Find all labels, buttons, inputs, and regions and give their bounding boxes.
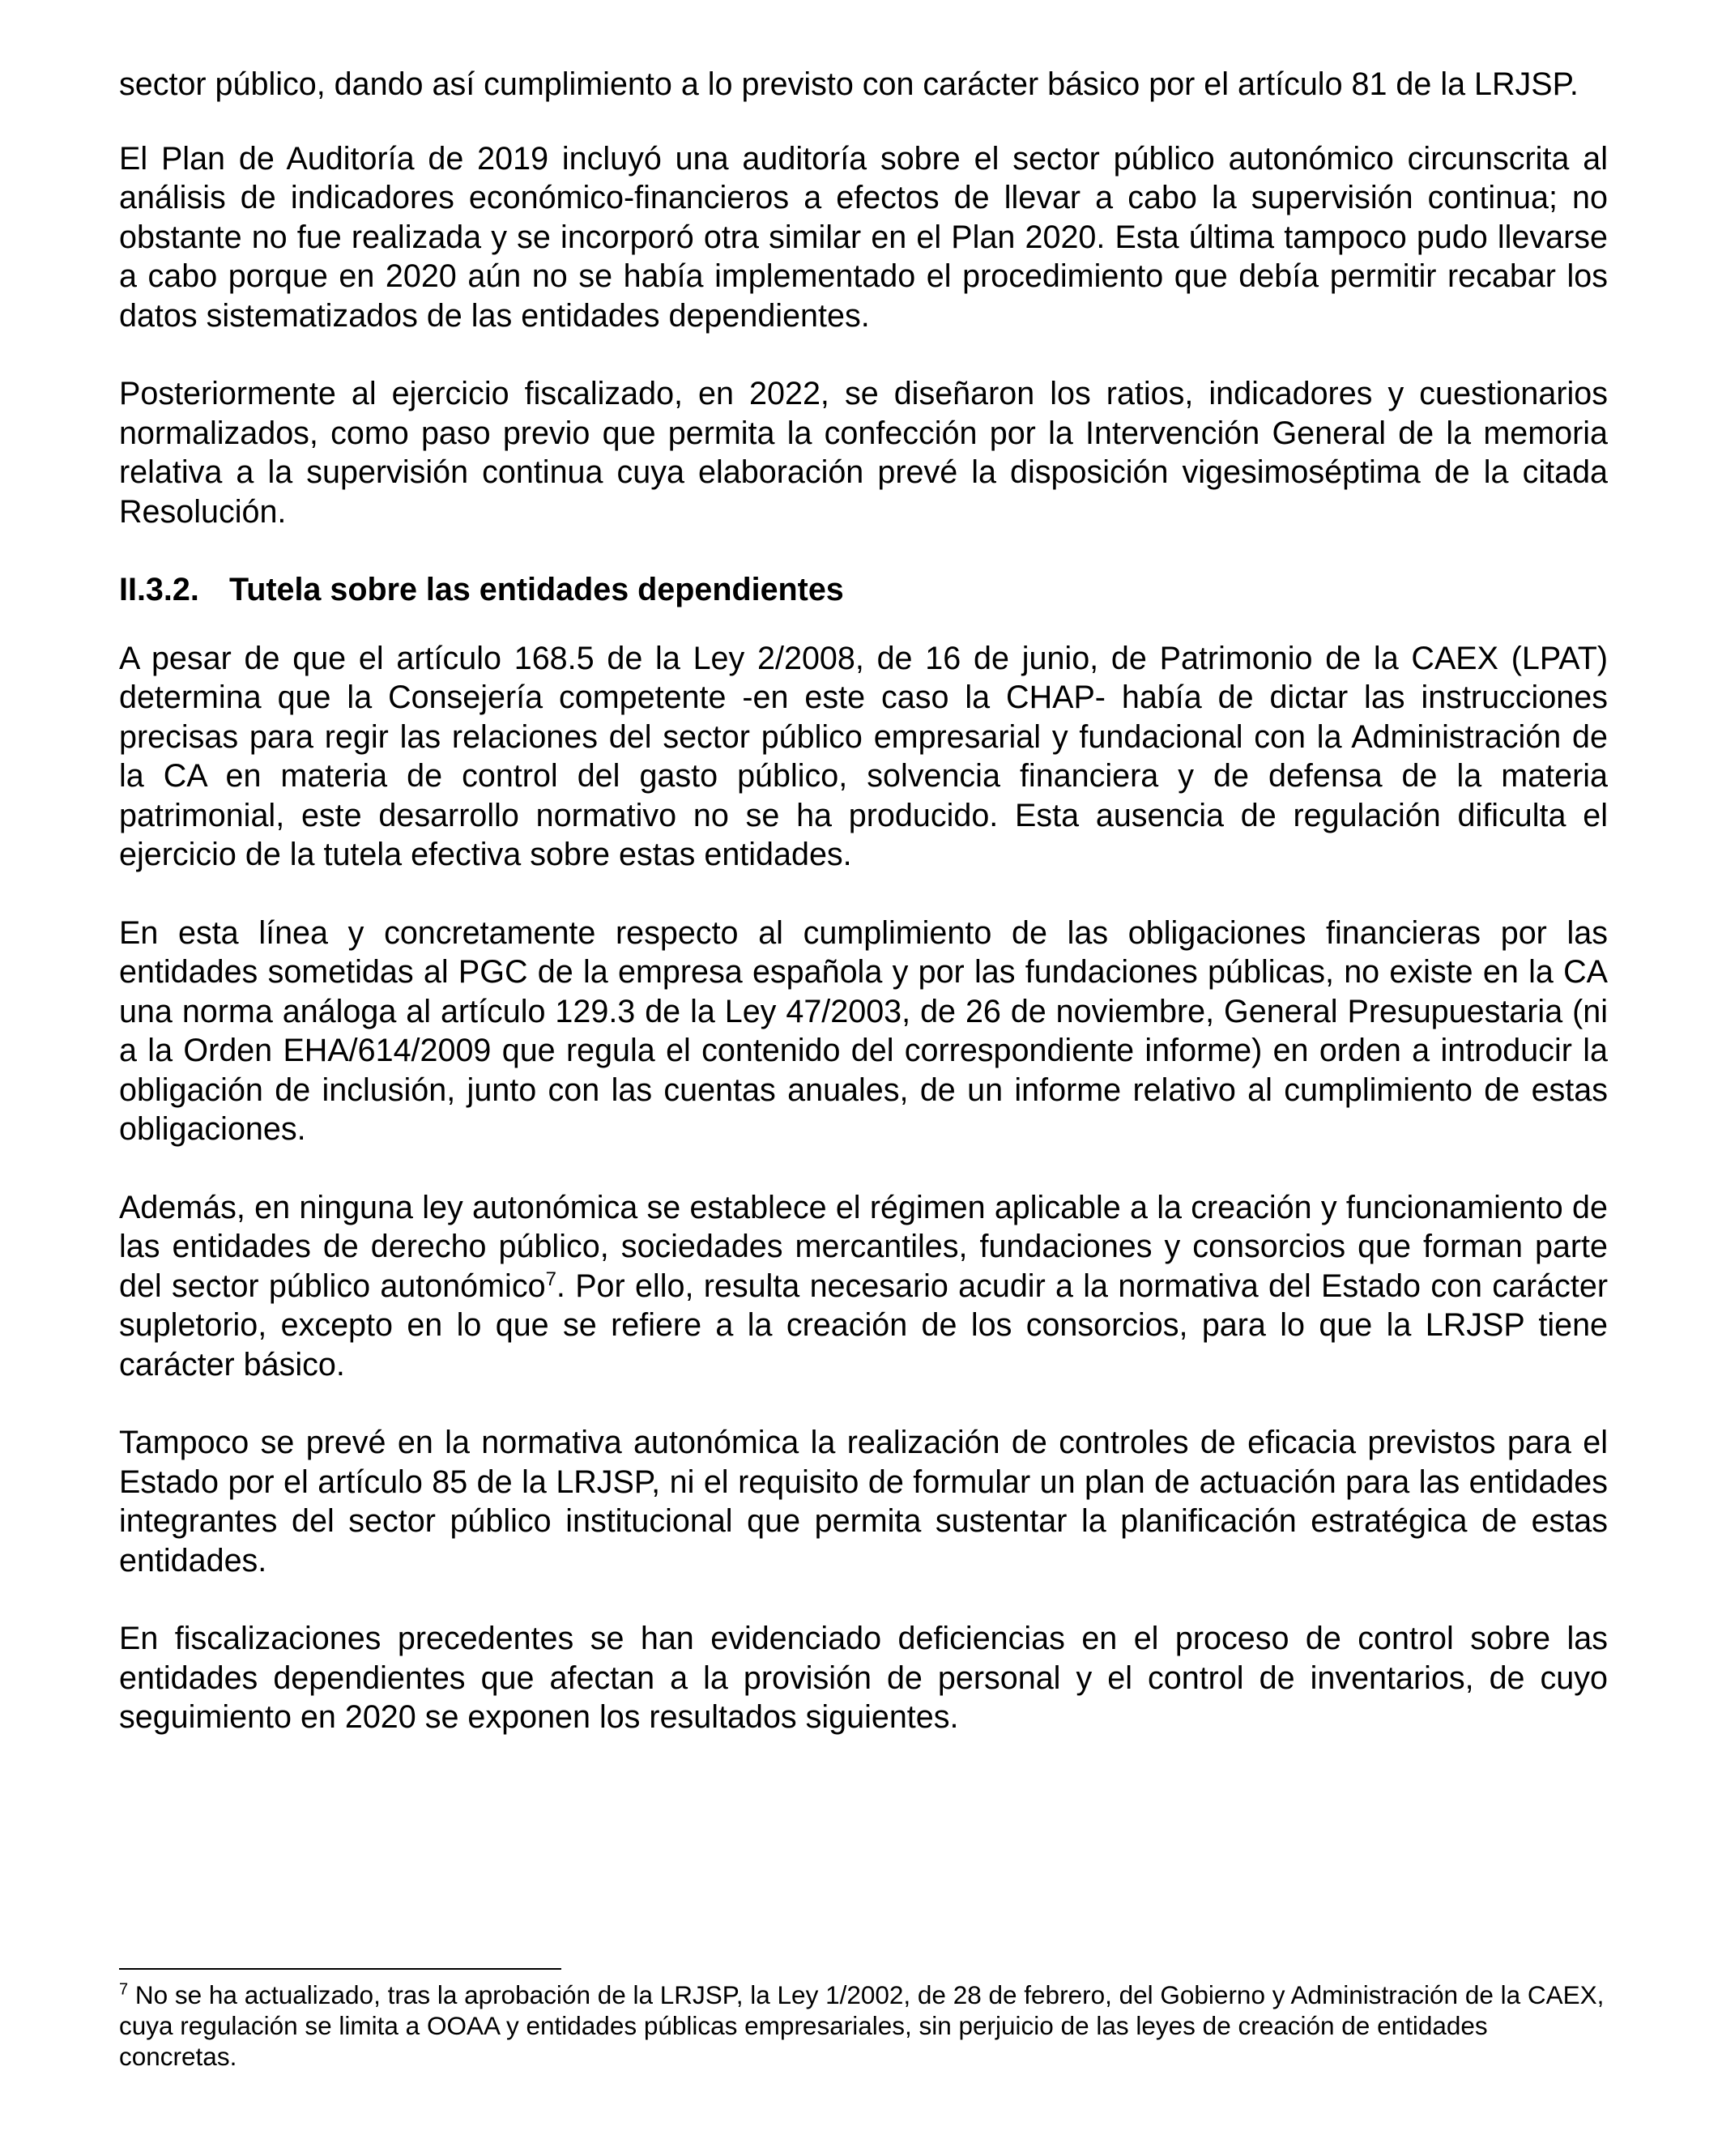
paragraph-5: En esta línea y concretamente respecto al cumplimiento de las obligaciones financieras por las entidades sometidas al PGC de la empresa española y por las fundaciones públicas, no existe en la CA una norma análoga al artículo 129.3 de la Ley 47/2003, de 26 de noviembre, General Presupuestaria (ni a la Orden EHA/614/2009 que regula el contenido del correspondiente informe) en orden a introducir la obligación de inclusión, junto con las cuentas anuales, de un informe relativo al cumplimiento de estas obligaciones. (119, 914, 1608, 1147)
section-title: Tutela sobre las entidades dependientes (229, 572, 844, 607)
section-heading (119, 570, 1608, 610)
paragraph-3: Posteriormente al ejercicio fiscalizado, en 2022, se diseñaron los ratios, indicadores y cuestionarios normalizados, como paso previo que permita la confección por la Intervención General de la memoria relativa a la supervisión continua cuya elaboración prevé la disposición vigesimoséptima de la citada Resolución. (119, 376, 1608, 530)
paragraph-4: A pesar de que el artículo 168.5 de la Ley 2/2008, de 16 de junio, de Patrimonio de la CAEX (LPAT) determina que la Consejería competente -en este caso la CHAP- había de dictar las instrucciones precisas para regir las relaciones del sector público empresarial y fundacional con la Administración de la CA en materia de control del gasto público, solvencia financiera y de defensa de la materia patrimonial, este desarrollo normativo no se ha producido. Esta ausencia de regulación dificulta el ejercicio de la tutela efectiva sobre estas entidades. (119, 640, 1608, 872)
paragraph-6-text-start: Además, en ninguna ley autonómica se establece el régimen aplicable a la creación y funcionamiento de las entidades de derecho público, sociedades mercantiles, fundaciones y consorcios que forman parte del sector público autonómico (119, 1189, 1608, 1304)
paragraph-8: En fiscalizaciones precedentes se han evidenciado deficiencias en el proceso de control sobre las entidades dependientes que afectan a la provisión de personal y el control de inventarios, de cuyo seguimiento en 2020 se exponen los resultados siguientes. (119, 1621, 1608, 1735)
document-body (119, 65, 1608, 1737)
footnote-separator (119, 1968, 561, 1970)
paragraph-2: El Plan de Auditoría de 2019 incluyó una auditoría sobre el sector público autonómico circunscrita al análisis de indicadores económico-financieros a efectos de llevar a cabo la supervisión continua; no obstante no fue realizada y se incorporó otra similar en el Plan 2020. Esta última tampoco pudo llevarse a cabo porque en 2020 aún no se había implementado el procedimiento que debía permitir recabar los datos sistematizados de las entidades dependientes. (119, 140, 1608, 334)
footnote (119, 1979, 1608, 2072)
footnote-reference[interactable]: 7 (545, 1268, 556, 1290)
footnote-marker: 7 (119, 1980, 129, 1999)
footnote-text: No se ha actualizado, tras la aprobación de la LRJSP, la Ley 1/2002, de 28 de febrero, del Gobierno y Administración de la CAEX, cuya regulación se limita a OOAA y entidades públicas empresariales, sin perjuicio de las leyes de creación de entidades concretas. (119, 1980, 1605, 2071)
paragraph-7: Tampoco se prevé en la normativa autonómica la realización de controles de eficacia previstos para el Estado por el artículo 85 de la LRJSP, ni el requisito de formular un plan de actuación para las entidades integrantes del sector público institucional que permita sustentar la planificación estratégica de estas entidades. (119, 1425, 1608, 1579)
paragraph-6-text-end: . Por ello, resulta necesario acudir a la normativa del Estado con carácter supletorio, excepto en lo que se refiere a la creación de los consorcios, para lo que la LRJSP tiene carácter básico. (119, 1268, 1608, 1383)
paragraph-1: sector público, dando así cumplimiento a lo previsto con carácter básico por el artículo 81 de la LRJSP. (119, 66, 1579, 102)
section-number: II.3.2. (119, 572, 199, 607)
paragraph-6 (119, 1188, 1608, 1385)
